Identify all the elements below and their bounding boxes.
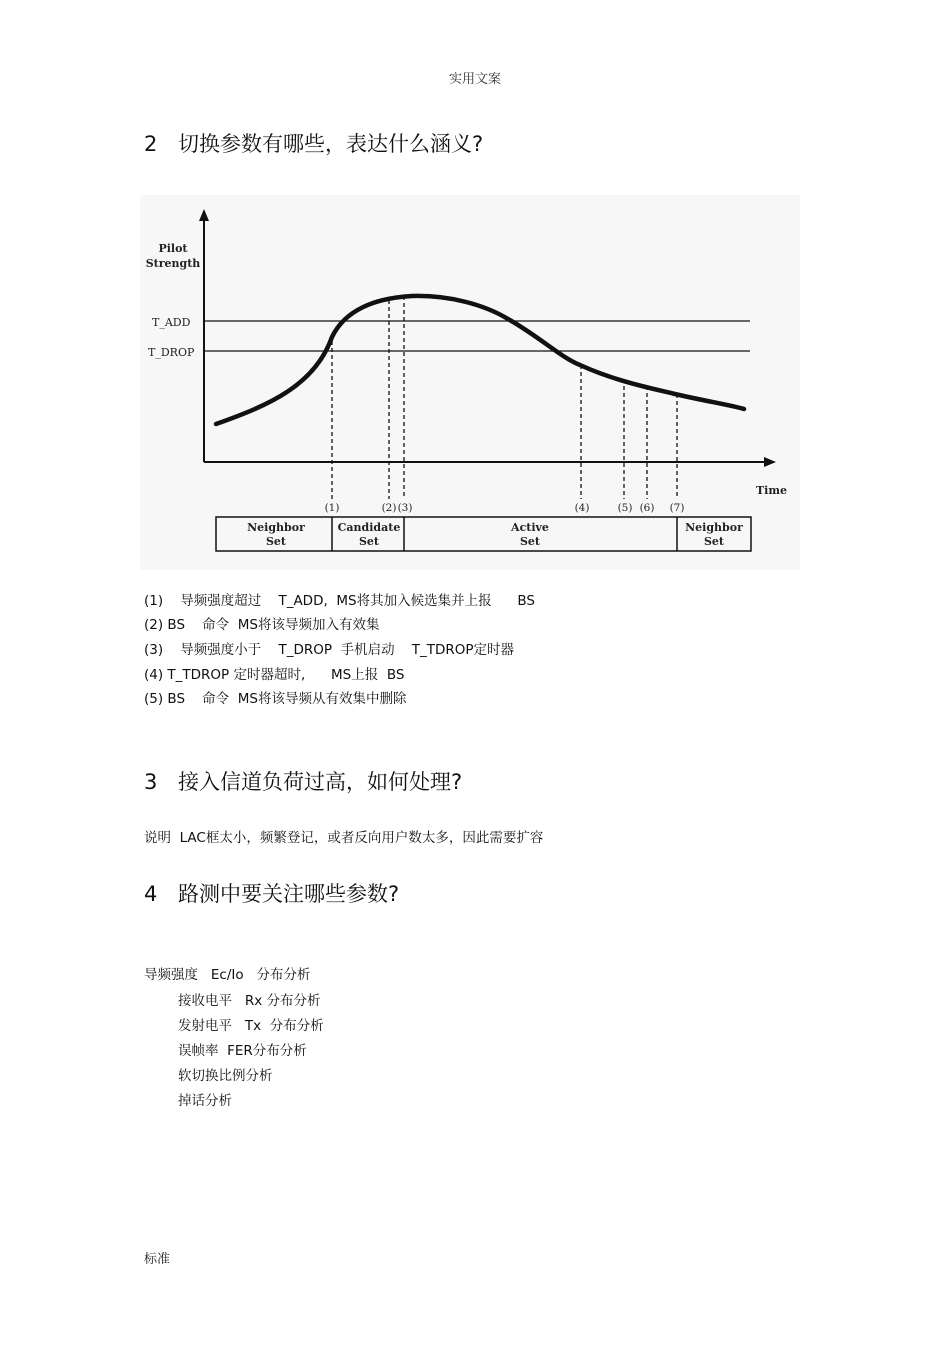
event-item-5: (5) BS 命令 MS将该导频从有效集中删除 bbox=[144, 691, 407, 707]
param-item-6: 掉话分析 bbox=[178, 1093, 232, 1109]
section-number: 3 bbox=[144, 770, 158, 794]
section-3-text: 说明 LAC框太小，频繁登记，或者反向用户数太多，因此需要扩容 bbox=[144, 830, 544, 846]
param-item-2: 接收电平 Rx 分布分析 bbox=[178, 993, 321, 1009]
section-number: 4 bbox=[144, 882, 158, 906]
marker-5: (5) bbox=[617, 502, 633, 514]
marker-2: (2) bbox=[381, 502, 397, 514]
event-item-4: (4) T_TDROP 定时器超时, MS上报 BS bbox=[144, 667, 405, 683]
section-3-heading bbox=[144, 766, 462, 796]
marker-4: (4) bbox=[574, 502, 590, 514]
y-axis-label-1: Pilot bbox=[158, 242, 188, 255]
section-2-heading bbox=[144, 128, 483, 158]
section-4-heading bbox=[144, 878, 399, 908]
set-neighbor-2-line2: Set bbox=[703, 535, 725, 548]
section-title: 接入信道负荷过高，如何处理? bbox=[178, 770, 463, 794]
handoff-diagram bbox=[140, 195, 800, 570]
marker-6: (6) bbox=[639, 502, 655, 514]
t-drop-label: T_DROP bbox=[148, 346, 195, 359]
set-candidate-line2: Set bbox=[358, 535, 380, 548]
event-item-1: (1) 导频强度超过 T_ADD, MS将其加入候选集并上报 BS bbox=[144, 593, 535, 609]
marker-1: (1) bbox=[324, 502, 340, 514]
set-neighbor-1-line2: Set bbox=[265, 535, 287, 548]
param-item-1: 导频强度 Ec/Io 分布分析 bbox=[144, 967, 311, 983]
set-candidate-line1: Candidate bbox=[337, 521, 401, 534]
param-item-5: 软切换比例分析 bbox=[178, 1068, 273, 1084]
page-header: 实用文案 bbox=[448, 72, 501, 87]
param-item-3: 发射电平 Tx 分布分析 bbox=[178, 1018, 324, 1034]
section-number: 2 bbox=[144, 132, 158, 156]
marker-3: (3) bbox=[397, 502, 413, 514]
set-neighbor-1-line1: Neighbor bbox=[247, 521, 305, 534]
event-item-2: (2) BS 命令 MS将该导频加入有效集 bbox=[144, 617, 380, 633]
set-active-line2: Set bbox=[519, 535, 541, 548]
diagram-background bbox=[140, 195, 800, 570]
page-footer: 标准 bbox=[144, 1252, 171, 1267]
section-title: 切换参数有哪些，表达什么涵义? bbox=[178, 132, 484, 156]
x-axis-label: Time bbox=[756, 484, 788, 497]
event-item-3: (3) 导频强度小于 T_DROP 手机启动 T_TDROP定时器 bbox=[144, 642, 515, 658]
set-neighbor-2-line1: Neighbor bbox=[685, 521, 743, 534]
section-title: 路测中要关注哪些参数? bbox=[178, 882, 400, 906]
param-item-4: 误帧率 FER分布分析 bbox=[178, 1043, 307, 1059]
set-active-line1: Active bbox=[511, 521, 549, 534]
marker-7: (7) bbox=[669, 502, 685, 514]
t-add-label: T_ADD bbox=[152, 316, 191, 329]
y-axis-label-2: Strength bbox=[145, 257, 201, 270]
